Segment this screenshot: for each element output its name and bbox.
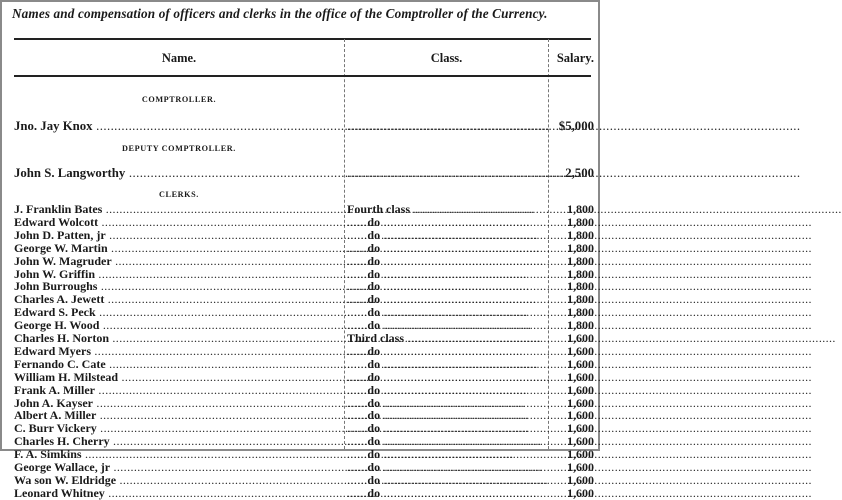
clerk-salary: 1,600 bbox=[567, 434, 594, 449]
clerk-class-text: do bbox=[367, 214, 381, 229]
clerk-class-text: do bbox=[367, 395, 381, 410]
clerk-class-text: do bbox=[367, 447, 381, 462]
ditto-leader: ...... bbox=[347, 447, 368, 462]
ditto-leader: ...... bbox=[347, 279, 368, 294]
section-heading-clerks: CLERKS. bbox=[159, 190, 199, 199]
clerk-class-text: do bbox=[367, 318, 381, 333]
clerk-class-text: do bbox=[367, 227, 381, 242]
officer-name: Jno. Jay Knox ..... bbox=[14, 120, 342, 133]
clerk-name: Fernando C. Cate ..... bbox=[14, 358, 342, 371]
clerk-class-text: do bbox=[367, 421, 381, 436]
clerk-salary: 1,800 bbox=[567, 305, 594, 320]
table-row-clerk bbox=[14, 358, 594, 371]
clerk-name: Charles A. Jewett ..... bbox=[14, 293, 342, 306]
clerk-name: William H. Milstead ..... bbox=[14, 371, 342, 384]
clerk-salary: 1,800 bbox=[567, 279, 594, 294]
clerk-salary: 1,800 bbox=[567, 292, 594, 307]
table-row-clerk bbox=[14, 384, 594, 397]
clerk-salary: 1,800 bbox=[567, 240, 594, 255]
ditto-leader: ...... bbox=[347, 434, 368, 449]
clerk-class-text: do bbox=[367, 279, 381, 294]
officer-salary: 2,500 bbox=[565, 166, 594, 180]
clerk-salary: 1,600 bbox=[567, 369, 594, 384]
table-row-officer bbox=[14, 167, 594, 180]
clerk-name: John A. Kayser ..... bbox=[14, 397, 342, 410]
officer-class bbox=[347, 120, 547, 133]
ditto-leader: ...... bbox=[347, 240, 368, 255]
clerk-class-text: do bbox=[367, 356, 381, 371]
officer-salary: $5,000 bbox=[558, 119, 594, 133]
clerk-salary: 1,600 bbox=[567, 485, 594, 500]
clerk-name: Frank A. Miller ..... bbox=[14, 384, 342, 397]
ditto-leader: ...... bbox=[347, 292, 368, 307]
clerk-salary: 1,600 bbox=[567, 447, 594, 462]
clerk-name: J. Franklin Bates ..... bbox=[14, 203, 342, 216]
ditto-leader: ...... bbox=[347, 343, 368, 358]
clerk-salary: 1,600 bbox=[567, 395, 594, 410]
ditto-leader: ...... bbox=[347, 472, 368, 487]
table-row-clerk bbox=[14, 229, 594, 242]
column-header-name: Name. bbox=[161, 51, 197, 65]
clerk-name: C. Burr Vickery ..... bbox=[14, 422, 342, 435]
clerk-name: F. A. Simkins ..... bbox=[14, 448, 342, 461]
clerk-class-text: do bbox=[367, 266, 381, 281]
ditto-leader: ...... bbox=[347, 485, 368, 500]
clerk-class-text: do bbox=[367, 253, 381, 268]
section-heading-comptroller: COMPTROLLER. bbox=[141, 95, 217, 104]
column-header-salary: Salary. bbox=[556, 51, 594, 65]
clerk-salary: 1,600 bbox=[567, 343, 594, 358]
table-title: Names and compensation of officers and clerks in the office of the Comptroller of the Currency. bbox=[12, 6, 548, 21]
clerk-salary: 1,800 bbox=[567, 318, 594, 333]
clerk-class-text: Third class bbox=[347, 331, 405, 345]
clerk-name: Edward Wolcott ..... bbox=[14, 216, 342, 229]
clerk-name: Edward Myers ..... bbox=[14, 345, 342, 358]
ditto-leader: ...... bbox=[347, 227, 368, 242]
clerk-class-text: Fourth class bbox=[347, 202, 410, 216]
clerk-name: John D. Patten, jr ..... bbox=[14, 229, 342, 242]
clerk-salary: 1,600 bbox=[567, 331, 594, 345]
clerk-name: George W. Martin ..... bbox=[14, 242, 342, 255]
clerk-class-text: do bbox=[367, 369, 381, 384]
clerk-class-text: do bbox=[367, 240, 381, 255]
clerk-name: Charles H. Cherry ..... bbox=[14, 435, 342, 448]
clerk-name: Albert A. Miller ..... bbox=[14, 409, 342, 422]
clerk-name: John Burroughs ..... bbox=[14, 280, 342, 293]
clerk-class-text: do bbox=[367, 408, 381, 423]
clerk-salary: 1,800 bbox=[567, 202, 594, 216]
ditto-leader: ...... bbox=[347, 369, 368, 384]
ditto-leader: ...... bbox=[347, 356, 368, 371]
ditto-leader: ...... bbox=[347, 214, 368, 229]
clerk-name: Edward S. Peck ..... bbox=[14, 306, 342, 319]
clerk-name: Charles H. Norton ..... bbox=[14, 332, 342, 345]
clerk-class-text: do bbox=[367, 434, 381, 449]
ditto-leader: ...... bbox=[347, 395, 368, 410]
clerk-name: Wa son W. Eldridge ..... bbox=[14, 474, 342, 487]
clerk-name: John W. Magruder ..... bbox=[14, 255, 342, 268]
ditto-leader: ...... bbox=[347, 421, 368, 436]
clerk-class-text: do bbox=[367, 460, 381, 474]
clerk-salary: 1,600 bbox=[567, 460, 594, 474]
clerk-class-text: do bbox=[367, 343, 381, 358]
clerk-salary: 1,600 bbox=[567, 382, 594, 397]
ditto-leader: ...... bbox=[347, 382, 368, 397]
table-row-clerk bbox=[14, 242, 594, 255]
table-row-officer bbox=[14, 120, 594, 133]
ditto-leader: ...... bbox=[347, 408, 368, 423]
clerk-class-text: do bbox=[367, 485, 381, 500]
clerk-class-text: do bbox=[367, 292, 381, 307]
table-row-clerk bbox=[14, 345, 594, 358]
clerk-salary: 1,800 bbox=[567, 266, 594, 281]
section-heading-deputy-comptroller: DEPUTY COMPTROLLER. bbox=[122, 144, 236, 153]
clerk-salary: 1,800 bbox=[567, 253, 594, 268]
table-row-clerk bbox=[14, 474, 594, 487]
ditto-leader: ...... bbox=[347, 318, 368, 333]
clerk-name: George Wallace, jr ..... bbox=[14, 461, 342, 474]
table-row-clerk bbox=[14, 487, 594, 500]
table-row-clerk bbox=[14, 255, 594, 268]
clerk-salary: 1,600 bbox=[567, 421, 594, 436]
clerk-class-text: do bbox=[367, 382, 381, 397]
clerk-name: Leonard Whitney ..... bbox=[14, 487, 342, 500]
officer-name: John S. Langworthy ..... bbox=[14, 167, 342, 180]
officer-class bbox=[347, 167, 547, 180]
clerk-salary: 1,600 bbox=[567, 472, 594, 487]
clerk-name: John W. Griffin ..... bbox=[14, 268, 342, 281]
table-row-clerk bbox=[14, 371, 594, 384]
clerk-class bbox=[347, 487, 547, 500]
table-row-clerk bbox=[14, 216, 594, 229]
clerk-salary: 1,600 bbox=[567, 408, 594, 423]
clerk-salary: 1,800 bbox=[567, 214, 594, 229]
top-rule bbox=[14, 38, 591, 40]
clerk-class-text: do bbox=[367, 305, 381, 320]
ditto-leader: ...... bbox=[347, 253, 368, 268]
clerk-salary: 1,600 bbox=[567, 356, 594, 371]
clerk-class-text: do bbox=[367, 472, 381, 487]
clerk-salary: 1,800 bbox=[567, 227, 594, 242]
ditto-leader: ...... bbox=[347, 460, 368, 474]
clerk-name: George H. Wood ..... bbox=[14, 319, 342, 332]
header-rule bbox=[14, 75, 591, 77]
ditto-leader: ...... bbox=[347, 305, 368, 320]
ditto-leader: ...... bbox=[347, 266, 368, 281]
column-header-class: Class. bbox=[430, 51, 463, 65]
